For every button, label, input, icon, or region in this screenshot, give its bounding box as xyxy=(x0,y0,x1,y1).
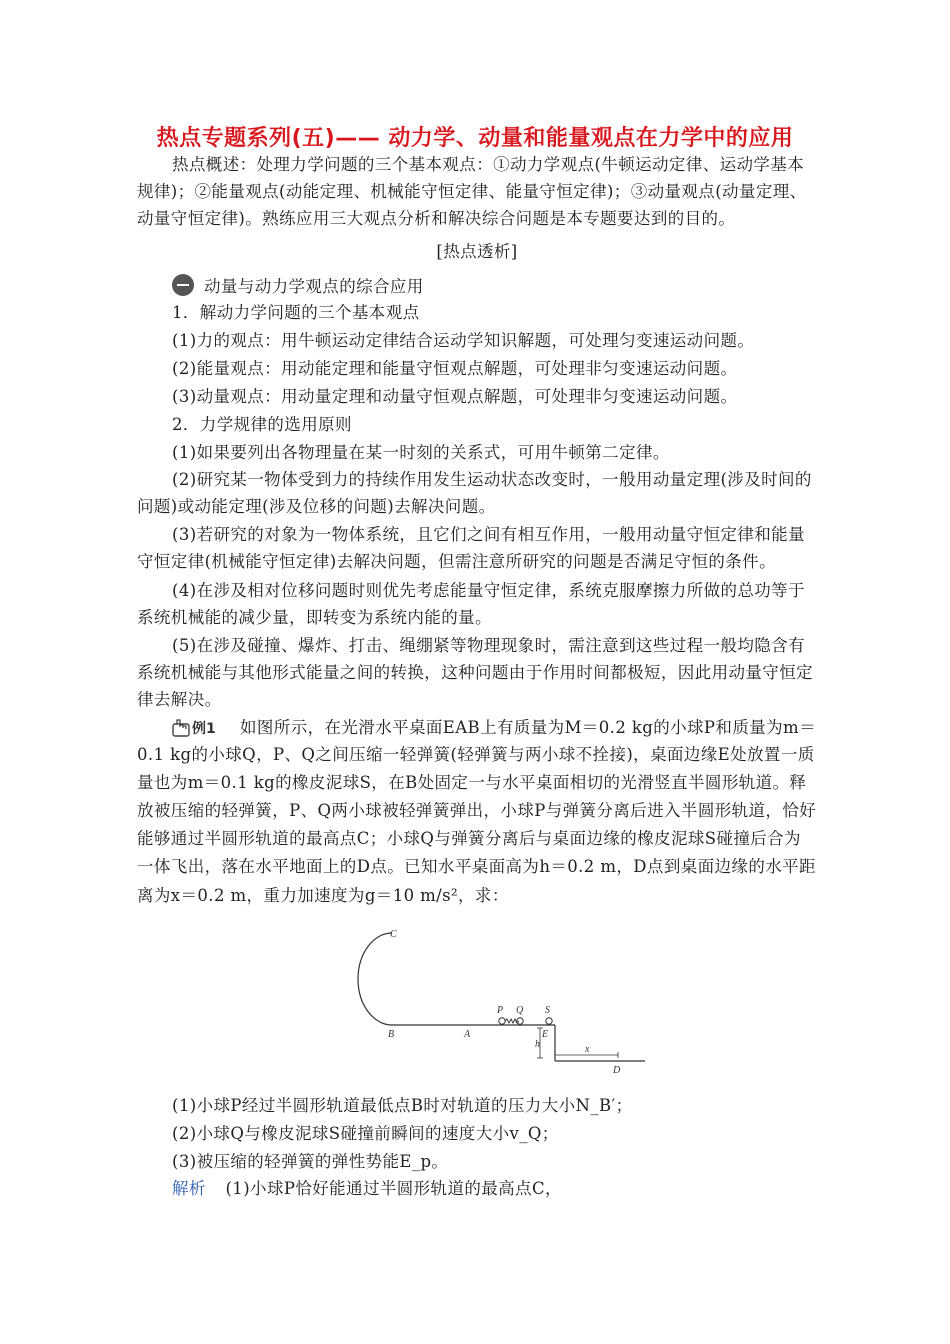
section-line: (1)力的观点：用牛顿运动定律结合运动学知识解题，可处理匀变速运动问题。 xyxy=(172,331,755,350)
overview-line-1: 热点概述：处理力学问题的三个基本观点：①动力学观点(牛顿运动定律、运动学基本 xyxy=(172,155,805,174)
section-line: (5)在涉及碰撞、爆炸、打击、绳绷紧等物理现象时，需注意到这些过程一般均隐含有 xyxy=(172,636,805,655)
track-diagram xyxy=(350,925,650,1085)
example-line: 量也为m＝0.1 kg的橡皮泥球S，在B处固定一与水平桌面相切的光滑竖直半圆形轨道。释 xyxy=(137,773,807,792)
overview-line-3: 动量守恒定律)。熟练应用三大观点分析和解决综合问题是本专题要达到的目的。 xyxy=(137,209,736,228)
analysis-line xyxy=(172,1177,817,1201)
overview-line-2: 规律)；②能量观点(动能定理、机械能守恒定律、能量守恒定律)；③动量观点(动量定理、 xyxy=(137,182,807,201)
ball-q xyxy=(517,1018,523,1024)
label-q: Q xyxy=(516,1005,524,1016)
section-line: (3)若研究的对象为一物体系统，且它们之间有相互作用，一般用动量守恒定律和能量 xyxy=(172,525,805,544)
example-label: 例1 xyxy=(192,721,216,737)
section-line: (2)研究某一物体受到力的持续作用发生运动状态改变时，一般用动量定理(涉及时间的 xyxy=(172,470,812,489)
question-line: (3)被压缩的轻弹簧的弹性势能E_p。 xyxy=(172,1152,449,1171)
label-p: P xyxy=(497,1005,504,1016)
section-line: (3)动量观点：用动量定理和动量守恒观点解题，可处理非匀变速运动问题。 xyxy=(172,387,738,406)
analysis-label: 解析 xyxy=(172,1179,206,1198)
analysis-text: (1)小球P恰好能通过半圆形轨道的最高点C， xyxy=(225,1179,562,1198)
example-line: 能够通过半圆形轨道的最高点C；小球Q与弹簧分离后与桌面边缘的橡皮泥球S碰撞后合为 xyxy=(137,829,801,848)
label-d: D xyxy=(613,1065,621,1076)
label-s: S xyxy=(545,1005,550,1016)
label-c: C xyxy=(390,929,397,940)
example-line: 如图所示，在光滑水平桌面EAB上有质量为M＝0.2 kg的小球P和质量为m＝ xyxy=(240,718,816,737)
question-line: (1)小球P经过半圆形轨道最低点B时对轨道的压力大小N_B′； xyxy=(172,1096,633,1115)
ball-s xyxy=(546,1018,552,1024)
label-h: h xyxy=(535,1039,540,1050)
section-heading-label: 动量与动力学观点的综合应用 xyxy=(204,277,424,296)
label-e: E xyxy=(542,1029,549,1040)
page-title: 热点专题系列(五)—— 动力学、动量和能量观点在力学中的应用 xyxy=(156,126,794,151)
section-line: 系统机械能与其他形式能量之间的转换，这种问题由于作用时间都极短，因此用动量守恒定 xyxy=(137,663,813,682)
section-line: 律去解决。 xyxy=(137,690,222,709)
section-line: 2．力学规律的选用原则 xyxy=(172,415,352,434)
label-x: x xyxy=(585,1044,590,1055)
question-line: (2)小球Q与橡皮泥球S碰撞前瞬间的速度大小v_Q； xyxy=(172,1124,559,1143)
hand-pointer-icon xyxy=(172,719,190,737)
section-line: (1)如果要列出各物理量在某一时刻的关系式，可用牛顿第二定律。 xyxy=(172,443,670,462)
section-line: (2)能量观点：用动能定理和能量守恒观点解题，可处理非匀变速运动问题。 xyxy=(172,359,738,378)
section-line: 1．解动力学问题的三个基本观点 xyxy=(172,303,420,322)
label-b: B xyxy=(388,1029,395,1040)
semicircle-track xyxy=(358,933,392,1025)
section-line: 问题)或动能定理(涉及位移的问题)去解决问题。 xyxy=(137,497,496,516)
section-heading xyxy=(172,272,424,298)
example-tag xyxy=(172,718,216,738)
example-line: 离为x＝0.2 m，重力加速度为g＝10 m/s²，求： xyxy=(137,886,509,905)
ball-p xyxy=(499,1018,505,1024)
section-one-icon xyxy=(172,274,194,296)
section-line: 系统机械能的减少量，即转变为系统内能的量。 xyxy=(137,608,492,627)
example-line: 一体飞出，落在水平地面上的D点。已知水平桌面高为h＝0.2 m，D点到桌面边缘的水平距 xyxy=(137,857,816,876)
example-line: 0.1 kg的小球Q，P、Q之间压缩一轻弹簧(轻弹簧与两小球不拴接)，桌面边缘E处放置一质 xyxy=(137,745,815,764)
section-bracket-heading: [热点透析] xyxy=(436,242,518,261)
example-line: 放被压缩的轻弹簧，P、Q两小球被轻弹簧弹出，小球P与弹簧分离后进入半圆形轨道，恰好 xyxy=(137,801,817,820)
section-line: (4)在涉及相对位移问题时则优先考虑能量守恒定律，系统克服摩擦力所做的总功等于 xyxy=(172,581,805,600)
label-a: A xyxy=(464,1029,471,1040)
section-line: 守恒定律(机械能守恒定律)去解决问题，但需注意所研究的问题是否满足守恒的条件。 xyxy=(137,552,776,571)
